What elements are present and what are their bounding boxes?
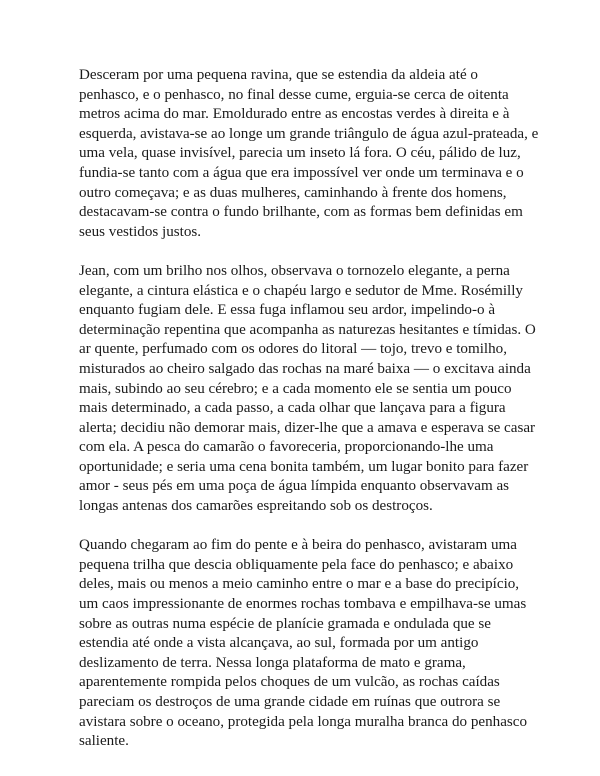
text-line: enquanto fugiam dele. E essa fuga inflamou seu ardor, impelindo-o à <box>79 302 496 319</box>
text-line: um caos impressionante de enormes rochas tombava e empilhava-se umas <box>79 596 527 613</box>
text-line: avistara sobre o oceano, protegida pela longa muralha branca do penhasco <box>79 713 528 730</box>
text-line: deslizamento de terra. Nessa longa plataforma de mato e grama, <box>79 654 466 671</box>
text-line: esquerda, avistava-se ao longe um grande triângulo de água azul-prateada, e <box>79 125 539 142</box>
text-line: aparentemente rompida pelos choques de um vulcão, as rochas caídas <box>79 674 500 691</box>
text-line: mais, subindo ao seu cérebro; e a cada momento ele se sentia um pouco <box>79 380 512 397</box>
text-line: mais determinado, a cada passo, a cada olhar que lançava para a figura <box>79 400 506 417</box>
text-line: outro começava; e as duas mulheres, caminhando à frente dos homens, <box>79 184 507 201</box>
text-line: fundia-se tanto com a água que era impossível ver onde um terminava e o <box>79 164 524 181</box>
text-line: Jean, com um brilho nos olhos, observava o tornozelo elegante, a perna <box>79 262 510 279</box>
text-line: amor - seus pés em uma poça de água límpida enquanto observavam as <box>79 478 510 495</box>
body-text <box>79 66 541 771</box>
text-line: oportunidade; e seria uma cena bonita também, um lugar bonito para fazer <box>79 458 529 475</box>
text-line: com ela. A pesca do camarão o favoreceria, proporcionando-lhe uma <box>79 439 494 456</box>
text-line: alerta; decidiu não demorar mais, dizer-lhe que a amava e esperava se casar <box>79 419 536 436</box>
text-line: pareciam os destroços de uma grande cidade em ruínas que outrora se <box>79 694 501 710</box>
text-line: longas antenas dos camarões espreitando sob os destroços. <box>79 498 433 515</box>
paragraph-1 <box>79 66 541 242</box>
text-line: determinação repentina que acompanha as naturezas hesitantes e tímidas. O <box>79 321 536 338</box>
text-line: pequena trilha que descia obliquamente pela face do penhasco; e abaixo <box>79 556 514 573</box>
text-line: penhasco, e o penhasco, no final desse cume, erguia-se cerca de oitenta <box>79 86 509 103</box>
text-line: sobre as outras numa espécie de planície gramada e ondulada que se <box>79 615 491 632</box>
paragraph-2 <box>79 262 541 517</box>
text-line: uma vela, quase invisível, parecia um inseto lá fora. O céu, pálido de luz, <box>79 145 521 162</box>
text-line: Desceram por uma pequena ravina, que se estendia da aldeia até o <box>79 67 478 83</box>
text-line: elegante, a cintura elástica e o chapéu largo e sedutor de Mme. Rosémilly <box>79 282 523 299</box>
text-line: misturados ao cheiro salgado das rochas na maré baixa — o excitava ainda <box>79 360 531 377</box>
paragraph-3 <box>79 536 541 752</box>
text-line: deles, mais ou menos a meio caminho entre o mar e a base do precipício, <box>79 576 520 593</box>
text-line: saliente. <box>79 733 129 750</box>
text-line: metros acima do mar. Emoldurado entre as encostas verdes à direita e à <box>79 106 510 123</box>
text-line: seus vestidos justos. <box>79 223 202 240</box>
text-line: ar quente, perfumado com os odores do litoral — tojo, trevo e tomilho, <box>79 341 507 358</box>
text-line: destacavam-se contra o fundo brilhante, com as formas bem definidas em <box>79 204 523 221</box>
text-line: Quando chegaram ao fim do pente e à beira do penhasco, avistaram uma <box>79 537 517 554</box>
text-line: estendia até onde a vista alcançava, ao sul, formada por um antigo <box>79 635 479 652</box>
